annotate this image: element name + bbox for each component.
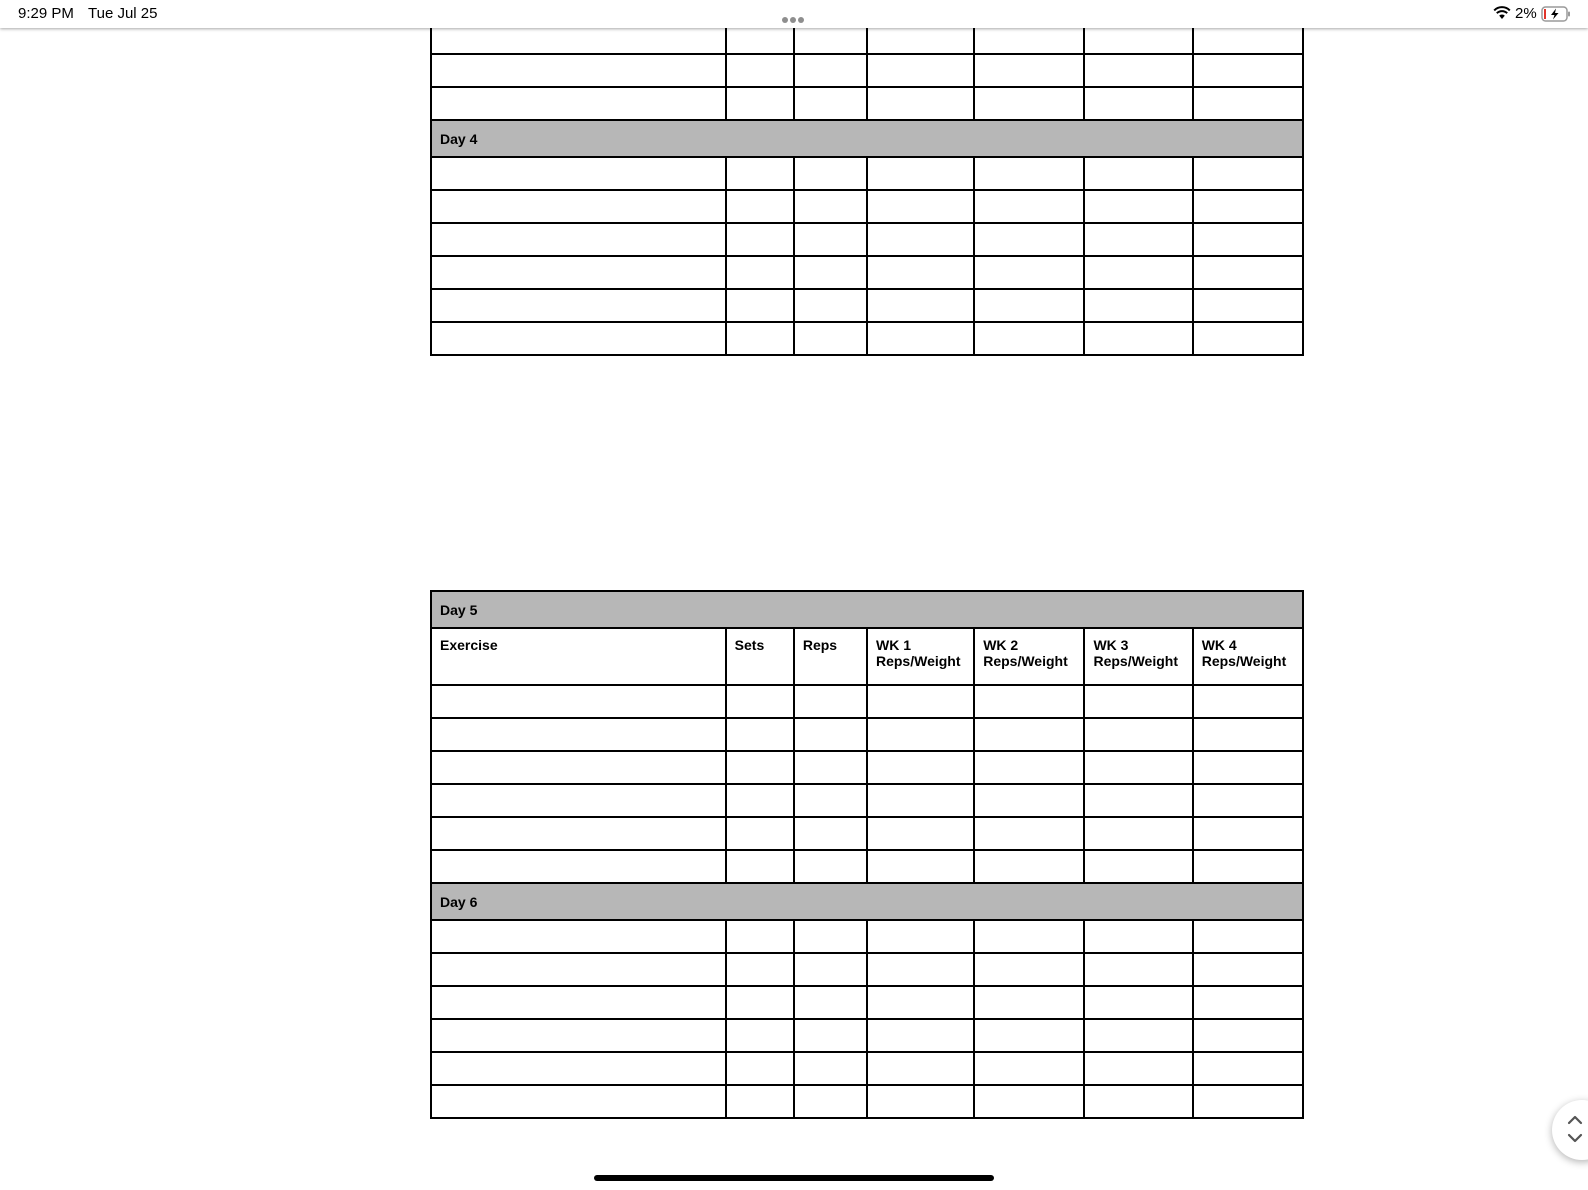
- multitasking-dots-icon[interactable]: [782, 10, 810, 18]
- table-row: [431, 289, 1303, 322]
- battery-percentage: 2%: [1515, 5, 1537, 22]
- status-time: 9:29 PM: [18, 5, 74, 22]
- wk3-label: WK 3: [1093, 637, 1129, 653]
- table-row: [431, 685, 1303, 718]
- column-header-wk4: [1193, 628, 1303, 685]
- page-scroll-button[interactable]: [1552, 1100, 1588, 1160]
- wk2-sub-label: Reps/Weight: [983, 653, 1068, 669]
- wk4-sub-label: Reps/Weight: [1201, 653, 1287, 669]
- column-header-reps: Reps: [794, 628, 867, 685]
- day4-table: [430, 22, 1304, 356]
- table-row: [431, 190, 1303, 223]
- table-row: [431, 953, 1303, 986]
- table-row: [431, 817, 1303, 850]
- status-date: Tue Jul 25: [88, 5, 158, 22]
- day6-title: Day 6: [431, 883, 1303, 920]
- table-row: [431, 920, 1303, 953]
- table-row: [431, 87, 1303, 120]
- day5-title: Day 5: [431, 591, 1303, 628]
- day4-title: Day 4: [431, 120, 1303, 157]
- column-header-exercise: Exercise: [431, 628, 726, 685]
- day5-day6-table: [430, 590, 1304, 1119]
- chevron-up-down-icon: [1565, 1112, 1585, 1146]
- battery-charging-icon: [1541, 6, 1571, 22]
- table-row: [431, 1019, 1303, 1052]
- home-indicator[interactable]: [594, 1175, 994, 1181]
- wifi-icon: [1493, 6, 1511, 20]
- wk1-label: WK 1: [875, 637, 911, 653]
- table-row: [431, 850, 1303, 883]
- wk2-label: WK 2: [983, 637, 1019, 653]
- table-row: [431, 986, 1303, 1019]
- wk1-sub-label: Reps/Weight: [875, 653, 961, 669]
- wk3-sub-label: Reps/Weight: [1093, 653, 1178, 669]
- table-row: [431, 223, 1303, 256]
- table-row: [431, 54, 1303, 87]
- table-row: [431, 718, 1303, 751]
- table-row: [431, 1085, 1303, 1118]
- column-header-row: [431, 628, 1303, 685]
- day-header-row: [431, 591, 1303, 628]
- day-header-row: [431, 120, 1303, 157]
- column-header-wk2: [974, 628, 1084, 685]
- wk4-label: WK 4: [1201, 637, 1237, 653]
- table-row: [431, 1052, 1303, 1085]
- table-row: [431, 784, 1303, 817]
- table-row: [431, 751, 1303, 784]
- table-row: [431, 256, 1303, 289]
- column-header-wk1: [867, 628, 974, 685]
- day-header-row: [431, 883, 1303, 920]
- table-row: [431, 157, 1303, 190]
- table-row: [431, 322, 1303, 355]
- column-header-sets: Sets: [726, 628, 794, 685]
- column-header-wk3: [1084, 628, 1192, 685]
- status-bar: [0, 0, 1588, 28]
